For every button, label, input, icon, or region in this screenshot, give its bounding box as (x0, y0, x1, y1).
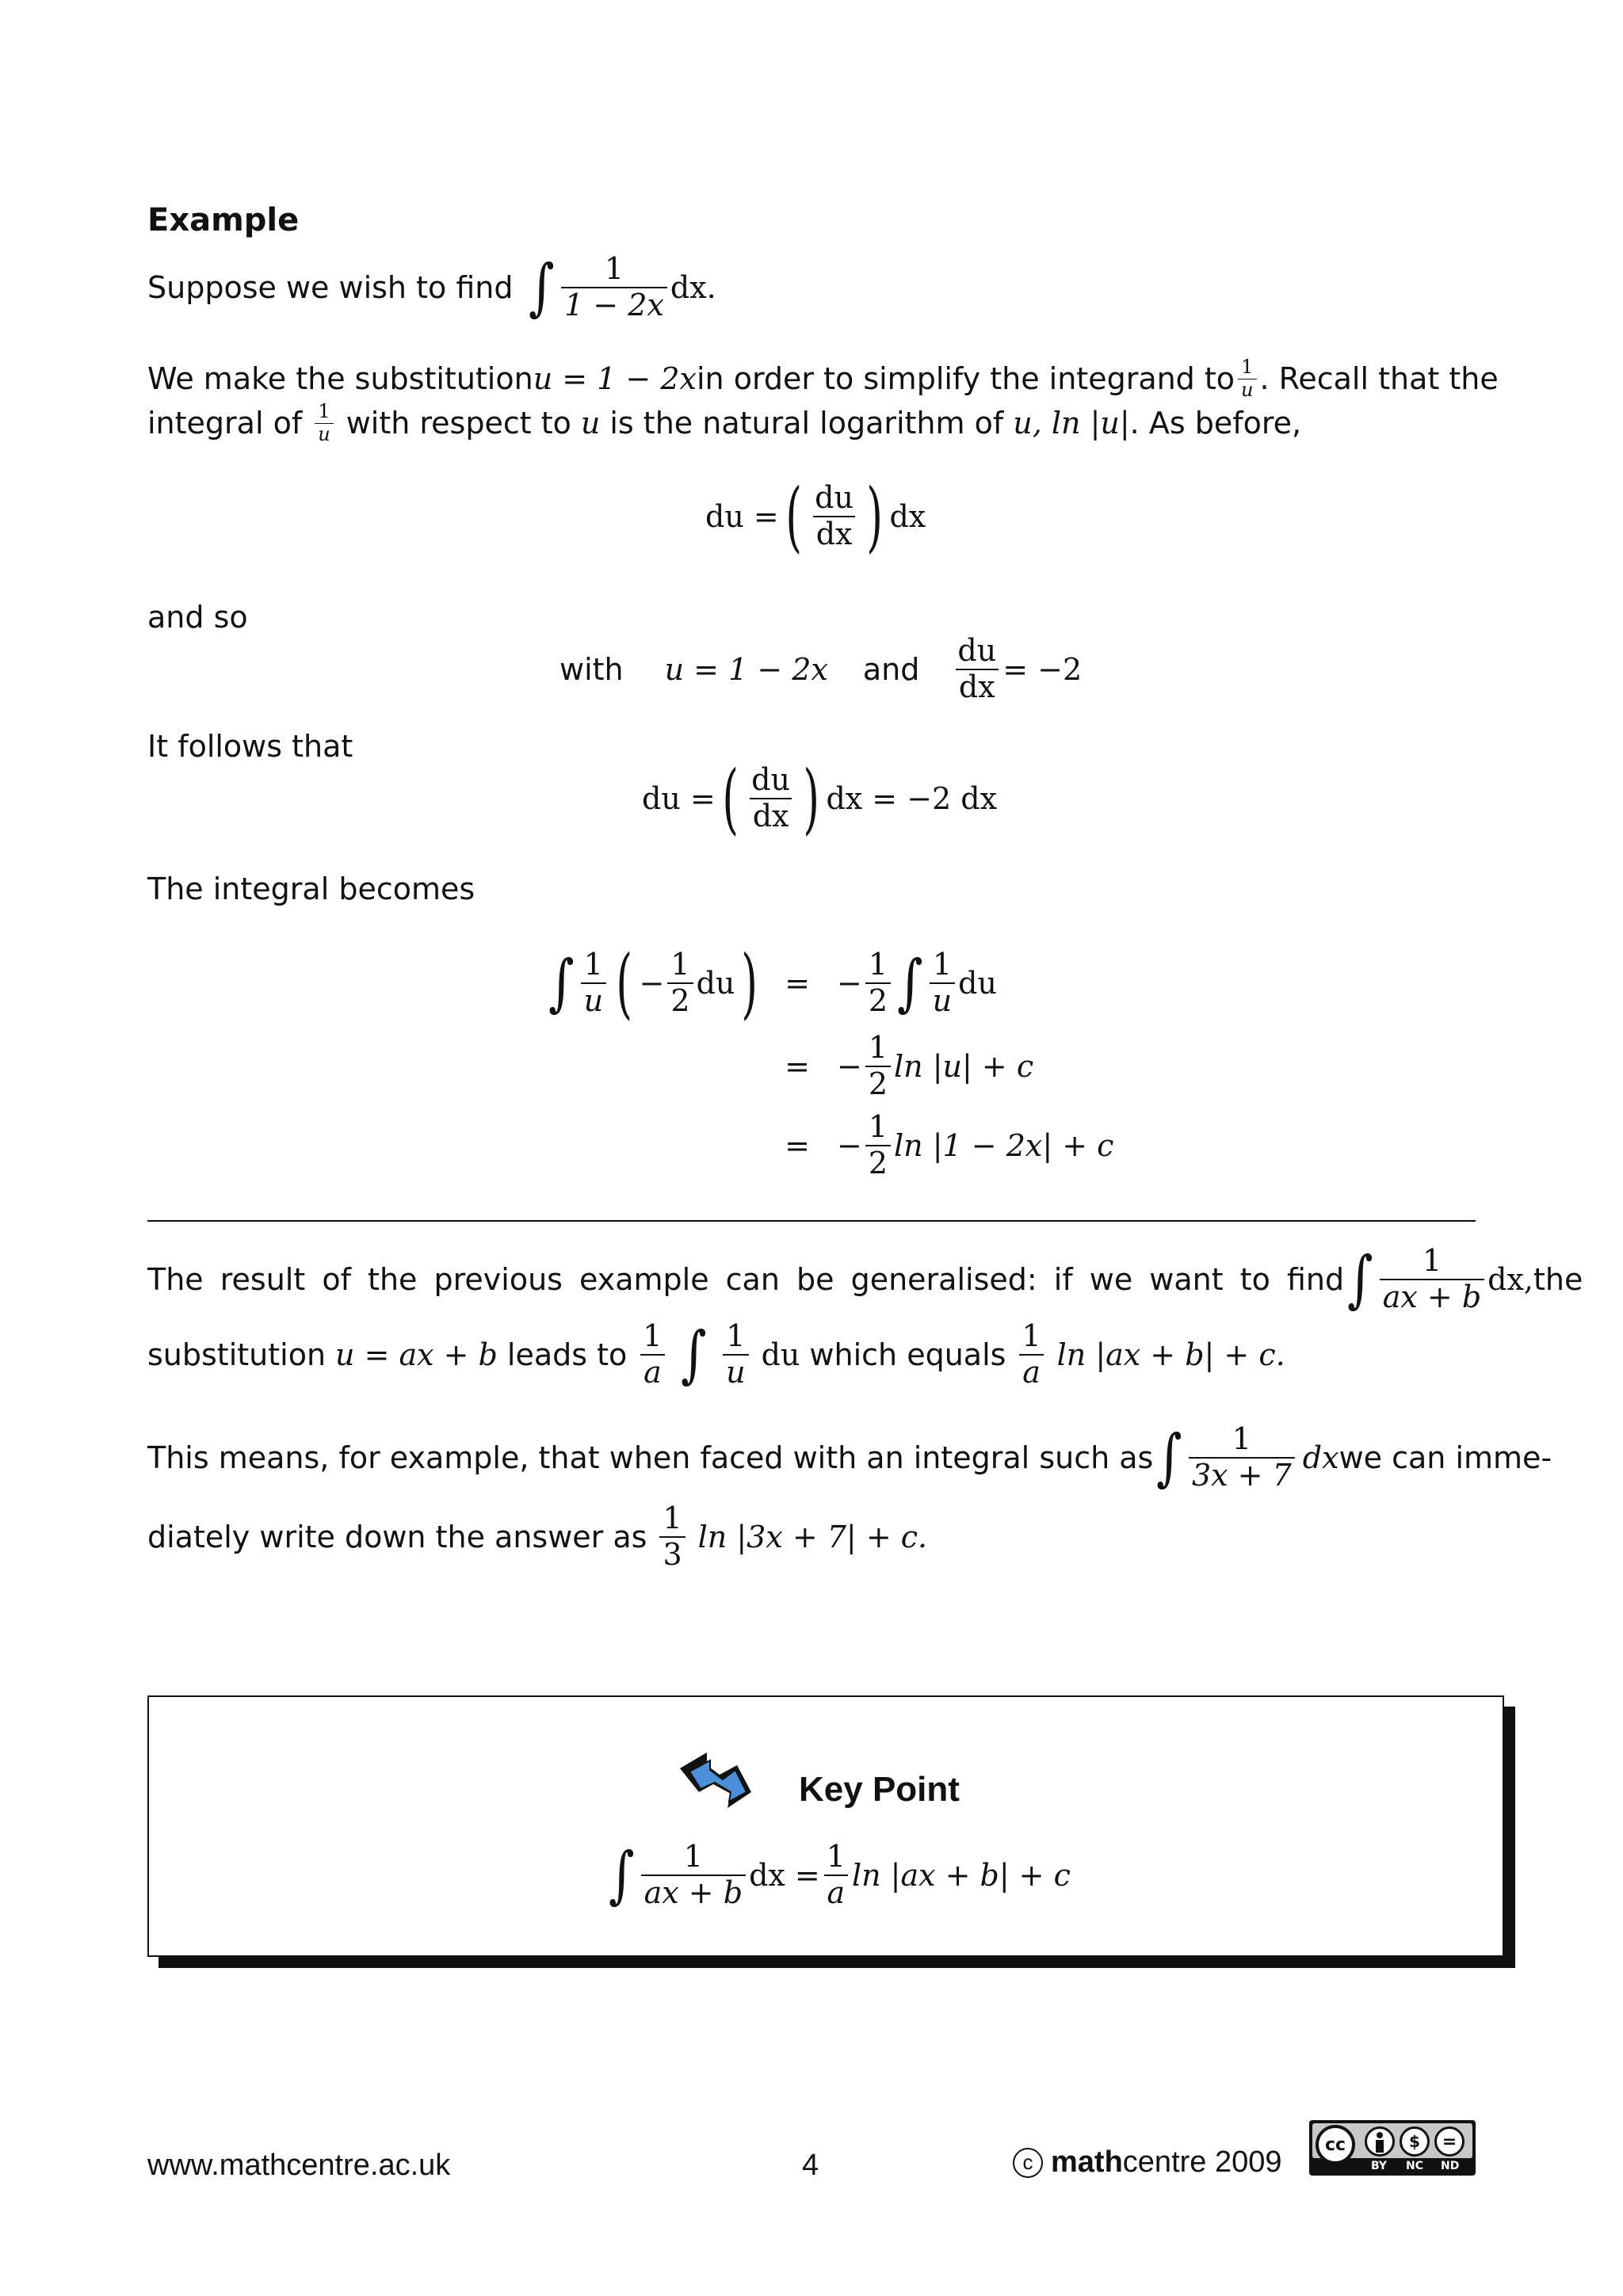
noderivatives-icon: = (1434, 2126, 1465, 2157)
footer-page-number: 4 (802, 2149, 819, 2182)
example-usage-paragraph: This means, for example, that when faced with an integral such as ∫ $\frac{1}{3x + 7}$ dx we can imme- diately write down the answer as $\frac{1}{3}$ ln |3x + 7| + c. (147, 1421, 1552, 1572)
cc-license-badge (1309, 2120, 1476, 2176)
equation-du-minus2: du = ( $\frac{du}{dx}$ ) dx = −2 dx (642, 754, 998, 843)
keypoint-arrow-icon (674, 1745, 761, 1816)
example-heading: Example (147, 202, 300, 238)
license-nc: NC (1406, 2160, 1423, 2172)
section-divider (147, 1220, 1476, 1222)
footer-url: www.mathcentre.ac.uk (147, 2149, 451, 2182)
noncommercial-icon: $ (1400, 2126, 1430, 2157)
intro-dx: dx. (670, 269, 716, 305)
integral-sign: ∫ (529, 251, 556, 323)
derivation-row-1: ∫ $\frac{1}{u}$ ( − $\frac{1}{2}$ du ) = − $\frac{1}{2}$ ∫ $\frac{1}{u}$ du (548, 939, 997, 1028)
person-icon (1365, 2126, 1395, 2157)
copyright-icon: c (1013, 2148, 1043, 2178)
integral-derivation (545, 940, 1113, 1185)
keypoint-title: Key Point (799, 1770, 960, 1809)
keypoint-box (147, 1695, 1504, 1957)
intro-fraction: $\frac{1}{1 - 2x}$ (561, 252, 667, 322)
generalised-paragraph: The result of the previous example can be generalised: if we want to find ∫ $\frac{1}{ax + b}$ dx, the substitution u = ax + b leads to $\frac{1}{a}$ ∫ $\frac{1}{u}$ du which equals $\frac{1}{a}$ ln |ax + b| + c. (147, 1243, 1583, 1390)
license-nd: ND (1441, 2160, 1460, 2172)
footer-copyright: c math centre 2009 (1013, 2145, 1282, 2180)
license-by: BY (1371, 2160, 1388, 2172)
equation-with: with u = 1 − 2x and $\frac{du}{dx}$ = −2 (559, 633, 1083, 704)
substitution-paragraph: We make the substitution u = 1 − 2x in order to simplify the integrand to $\frac{1}{u}$ . Recall that the integral of $\frac{1}{u}$ with respect to u is the natural logarithm of u, ln |u| . As before, (147, 356, 1499, 445)
equation-du: du = ( $\frac{du}{dx}$ ) dx (705, 472, 926, 561)
derivation-row-3: = − $\frac{1}{2}$ ln |1 − 2x| + c (785, 1109, 1114, 1180)
it-follows-text: It follows that (147, 729, 353, 764)
integral-becomes-text: The integral becomes (147, 871, 475, 906)
keypoint-formula: ∫ $\frac{1}{ax + b}$ dx = $\frac{1}{a}$ ln |ax + b| + c (609, 1839, 1071, 1911)
and-so-text: and so (147, 600, 248, 635)
cc-icon: cc (1316, 2125, 1355, 2164)
intro-text: Suppose we wish to find (147, 269, 514, 305)
derivation-row-2: = − $\frac{1}{2}$ ln |u| + c (785, 1030, 1034, 1101)
intro-line (147, 252, 716, 322)
